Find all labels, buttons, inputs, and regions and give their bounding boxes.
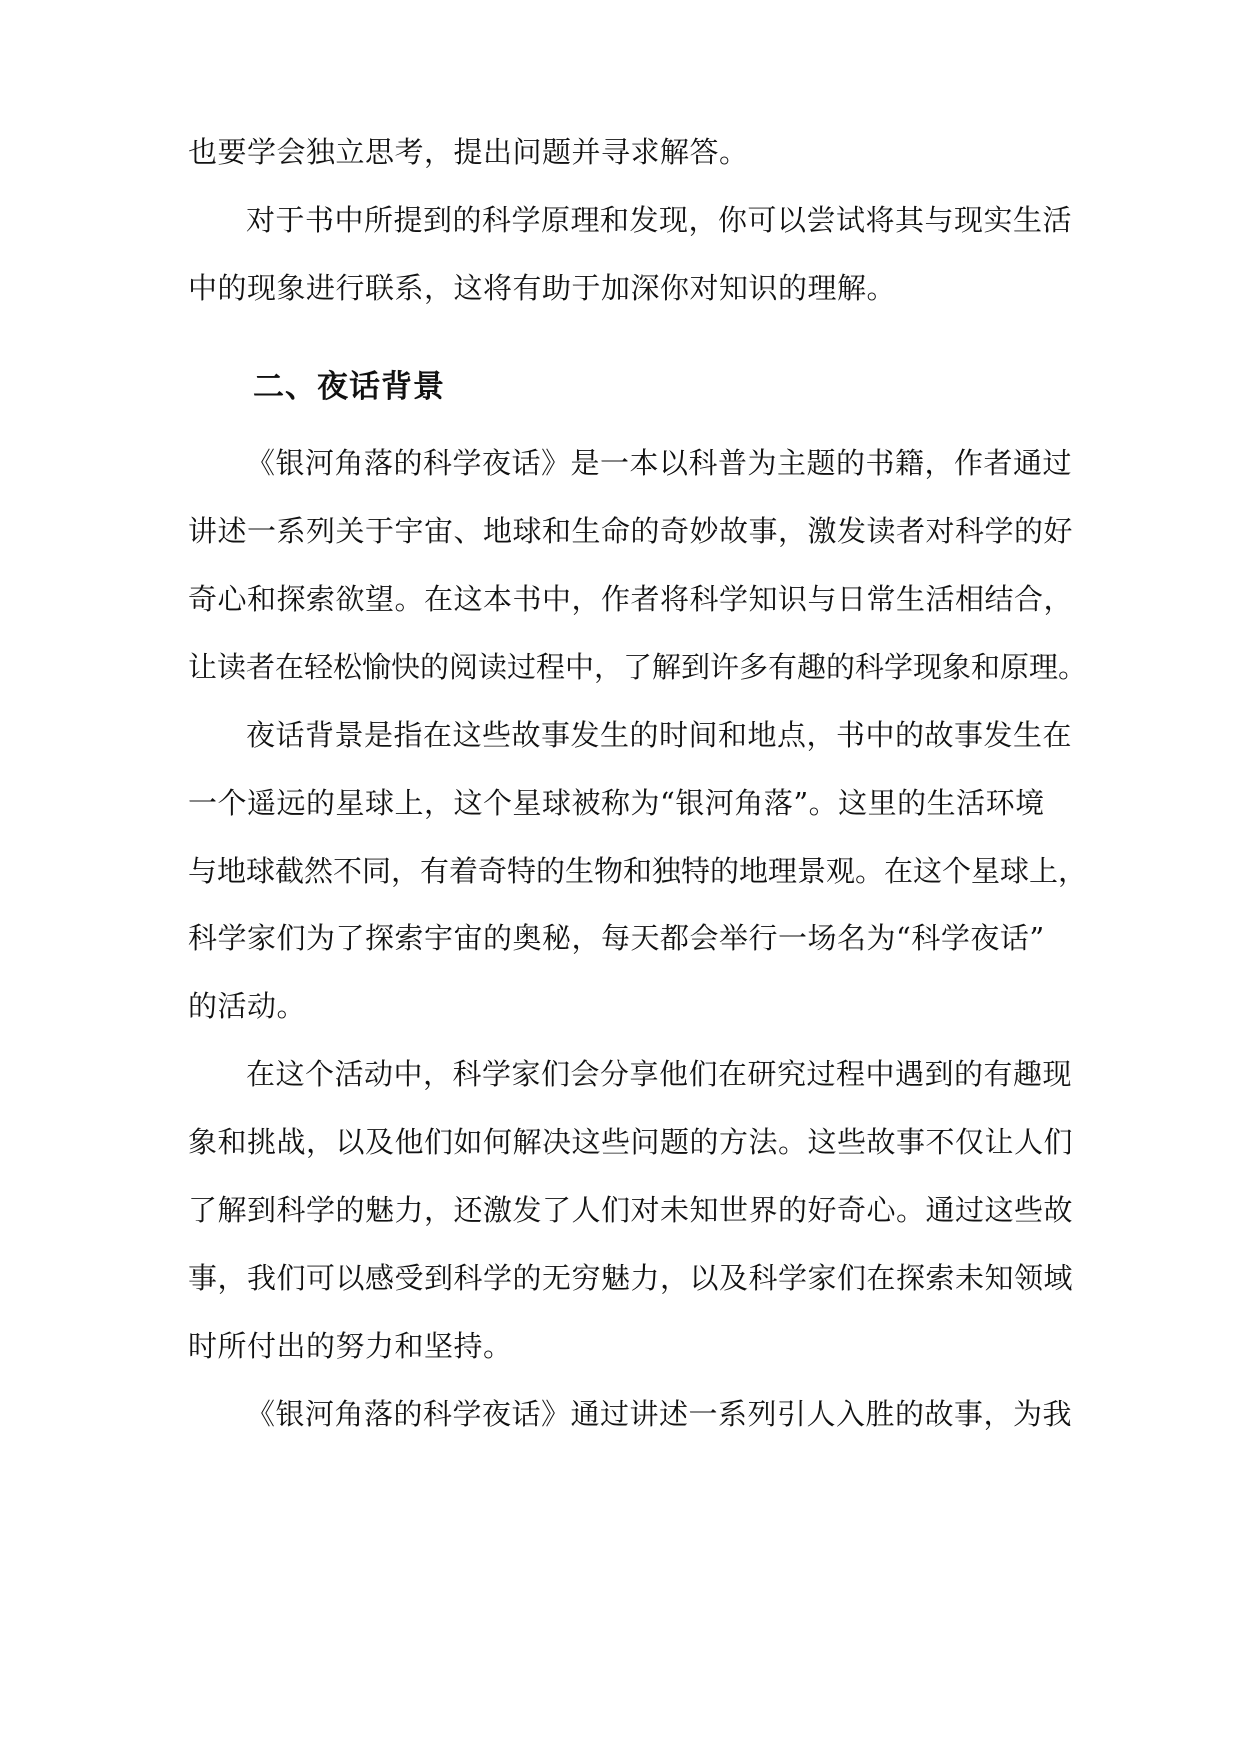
- paragraph-line: 也要学会独立思考，提出问题并寻求解答。: [188, 135, 749, 169]
- paragraph-line: 时所付出的努力和坚持。: [188, 1329, 513, 1363]
- paragraph-line: 了解到科学的魅力，还激发了人们对未知世界的好奇心。通过这些故: [188, 1193, 1074, 1227]
- paragraph-line: 与地球截然不同，有着奇特的生物和独特的地理景观。在这个星球上，: [188, 854, 1088, 888]
- section-heading: 二、夜话背景: [253, 369, 445, 405]
- paragraph-line: 让读者在轻松愉快的阅读过程中，了解到许多有趣的科学现象和原理。: [188, 650, 1088, 684]
- paragraph-line: 奇心和探索欲望。在这本书中，作者将科学知识与日常生活相结合，: [188, 582, 1074, 616]
- paragraph-line: 夜话背景是指在这些故事发生的时间和地点，书中的故事发生在: [246, 718, 1073, 752]
- paragraph-line: 事，我们可以感受到科学的无穷魅力，以及科学家们在探索未知领域: [188, 1261, 1074, 1295]
- paragraph-line: 对于书中所提到的科学原理和发现，你可以尝试将其与现实生活: [246, 203, 1073, 237]
- paragraph-line: 象和挑战，以及他们如何解决这些问题的方法。这些故事不仅让人们: [188, 1125, 1074, 1159]
- paragraph-line: 科学家们为了探索宇宙的奥秘，每天都会举行一场名为“科学夜话”: [188, 921, 1045, 955]
- paragraph-line: 《银河角落的科学夜话》通过讲述一系列引人入胜的故事，为我: [246, 1397, 1073, 1431]
- paragraph-line: 的活动。: [188, 989, 307, 1023]
- paragraph-line: 一个遥远的星球上，这个星球被称为“银河角落”。这里的生活环境: [188, 786, 1045, 820]
- paragraph-line: 《银河角落的科学夜话》是一本以科普为主题的书籍，作者通过: [246, 446, 1073, 480]
- paragraph-line: 讲述一系列关于宇宙、地球和生命的奇妙故事，激发读者对科学的好: [188, 514, 1074, 548]
- paragraph-line: 在这个活动中，科学家们会分享他们在研究过程中遇到的有趣现: [246, 1057, 1073, 1091]
- paragraph-line: 中的现象进行联系，这将有助于加深你对知识的理解。: [188, 271, 897, 305]
